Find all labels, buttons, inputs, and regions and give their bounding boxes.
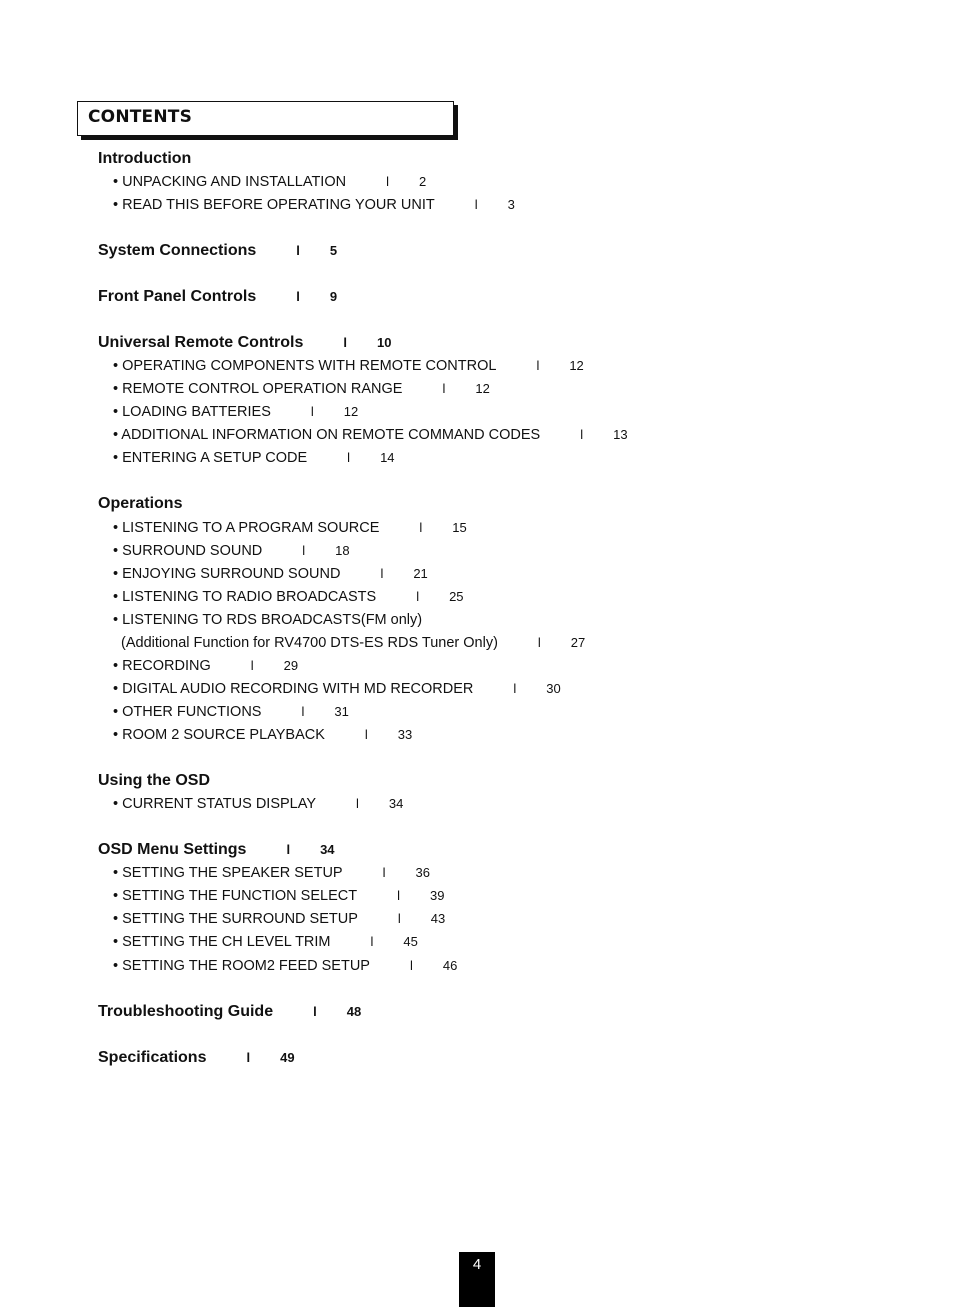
leader-separator: l bbox=[286, 842, 291, 857]
page-number-badge bbox=[459, 1252, 495, 1307]
leader-separator: l bbox=[397, 911, 401, 926]
page-ref: 15 bbox=[452, 520, 467, 535]
toc-item bbox=[113, 612, 422, 628]
leader-separator: l bbox=[419, 520, 423, 535]
page-ref: 43 bbox=[430, 911, 446, 926]
leader-separator: l bbox=[513, 681, 517, 696]
section-heading bbox=[98, 495, 182, 513]
leader-separator: l bbox=[250, 658, 254, 673]
toc-item bbox=[121, 635, 585, 651]
page-ref: 48 bbox=[346, 1004, 362, 1019]
leader-separator: l bbox=[301, 704, 305, 719]
toc-item-label: • SETTING THE ROOM2 FEED SETUP bbox=[113, 958, 370, 974]
toc-item-label: • SURROUND SOUND bbox=[113, 543, 263, 559]
leader-separator: l bbox=[356, 796, 359, 811]
toc-item bbox=[113, 566, 428, 582]
toc-item-label: • LISTENING TO RDS BROADCASTS(FM only) bbox=[113, 612, 423, 628]
toc-item-label: • ROOM 2 SOURCE PLAYBACK bbox=[113, 727, 325, 743]
leader-separator: l bbox=[442, 381, 446, 396]
leader-separator: l bbox=[386, 174, 389, 189]
section-heading-label: Using the OSD bbox=[98, 772, 211, 789]
leader-separator: l bbox=[364, 727, 368, 742]
leader-separator: l bbox=[382, 865, 386, 880]
toc-item-label: • DIGITAL AUDIO RECORDING WITH MD RECORDER bbox=[113, 681, 474, 697]
toc-item-label: • LISTENING TO A PROGRAM SOURCE bbox=[113, 520, 380, 536]
page-ref: 21 bbox=[413, 566, 428, 581]
page-ref: 46 bbox=[442, 958, 458, 973]
toc-item bbox=[113, 958, 457, 974]
page-ref: 36 bbox=[415, 865, 430, 880]
toc-item bbox=[113, 911, 445, 927]
page-ref: 34 bbox=[320, 842, 335, 857]
leader-separator: l bbox=[370, 934, 374, 949]
page-ref: 33 bbox=[397, 727, 413, 742]
section-heading bbox=[98, 1049, 295, 1067]
leader-separator: l bbox=[580, 427, 584, 442]
toc-item bbox=[113, 381, 490, 397]
toc-item bbox=[113, 197, 515, 213]
toc-item-label: • ADDITIONAL INFORMATION ON REMOTE COMMAND CODES bbox=[113, 427, 541, 443]
toc-item bbox=[113, 543, 350, 559]
contents-title-box bbox=[77, 101, 454, 136]
page-ref: 12 bbox=[475, 381, 490, 396]
page-title: CONTENTS bbox=[88, 107, 193, 127]
leader-separator: l bbox=[536, 358, 540, 373]
toc-item-label: • ENJOYING SURROUND SOUND bbox=[113, 566, 341, 582]
leader-separator: l bbox=[409, 958, 413, 973]
toc-item-label: • UNPACKING AND INSTALLATION bbox=[113, 174, 347, 190]
section-heading-label: Operations bbox=[98, 495, 183, 512]
leader-separator: l bbox=[416, 589, 420, 604]
toc-item bbox=[113, 658, 298, 674]
leader-separator: l bbox=[296, 289, 300, 304]
toc-item bbox=[113, 404, 358, 420]
page-ref: 2 bbox=[418, 174, 427, 189]
toc-item bbox=[113, 174, 426, 190]
toc-item-label: • READ THIS BEFORE OPERATING YOUR UNIT bbox=[113, 197, 435, 213]
page-ref: 31 bbox=[334, 704, 349, 719]
leader-separator: l bbox=[313, 1004, 317, 1019]
section-heading bbox=[98, 334, 391, 352]
leader-separator: l bbox=[246, 1050, 251, 1065]
page-ref: 45 bbox=[403, 934, 418, 949]
toc-item-label: • CURRENT STATUS DISPLAY bbox=[113, 796, 317, 812]
page-ref: 12 bbox=[569, 358, 584, 373]
leader-separator: l bbox=[343, 335, 348, 350]
page-ref: 9 bbox=[329, 289, 338, 304]
toc-item-label: • RECORDING bbox=[113, 658, 211, 674]
leader-separator: l bbox=[537, 635, 541, 650]
page-ref: 30 bbox=[546, 681, 561, 696]
toc-item bbox=[113, 358, 584, 374]
leader-separator: l bbox=[474, 197, 478, 212]
toc-item-label: • OPERATING COMPONENTS WITH REMOTE CONTROL bbox=[113, 358, 497, 374]
section-heading bbox=[98, 841, 335, 859]
toc-item bbox=[113, 796, 403, 812]
toc-item bbox=[113, 934, 418, 950]
toc-item-label: • SETTING THE SPEAKER SETUP bbox=[113, 865, 343, 881]
leader-separator: l bbox=[380, 566, 384, 581]
section-heading-label: Specifications bbox=[98, 1049, 207, 1066]
toc-item bbox=[113, 681, 561, 697]
section-heading-label: System Connections bbox=[98, 242, 257, 259]
section-heading-label: Troubleshooting Guide bbox=[98, 1003, 274, 1020]
page-ref: 49 bbox=[280, 1050, 295, 1065]
page-ref: 13 bbox=[613, 427, 628, 442]
toc-item-label: • REMOTE CONTROL OPERATION RANGE bbox=[113, 381, 403, 397]
page-ref: 25 bbox=[449, 589, 464, 604]
toc-item bbox=[113, 865, 430, 881]
page-number: 4 bbox=[472, 1256, 482, 1273]
toc-item-label: • SETTING THE CH LEVEL TRIM bbox=[113, 934, 331, 950]
toc-item-label: • SETTING THE SURROUND SETUP bbox=[113, 911, 358, 927]
page-ref: 5 bbox=[329, 243, 338, 258]
toc-item bbox=[113, 520, 467, 536]
toc-item bbox=[113, 450, 395, 466]
page-ref: 3 bbox=[507, 197, 515, 212]
toc-item-label: • OTHER FUNCTIONS bbox=[113, 704, 262, 720]
toc-item bbox=[113, 589, 464, 605]
page-ref: 10 bbox=[377, 335, 392, 350]
section-heading bbox=[98, 288, 337, 306]
leader-separator: l bbox=[347, 450, 351, 465]
toc-item bbox=[113, 888, 444, 904]
leader-separator: l bbox=[302, 543, 306, 558]
toc-item-label: • ENTERING A SETUP CODE bbox=[113, 450, 308, 466]
toc-item-label: • LOADING BATTERIES bbox=[113, 404, 271, 420]
section-heading-label: Universal Remote Controls bbox=[98, 334, 304, 351]
section-heading-label: OSD Menu Settings bbox=[98, 841, 247, 858]
toc-item bbox=[113, 427, 628, 443]
leader-separator: l bbox=[310, 404, 314, 419]
section-heading-label: Introduction bbox=[98, 150, 192, 167]
section-heading bbox=[98, 242, 337, 260]
page-ref: 34 bbox=[388, 796, 404, 811]
page-ref: 18 bbox=[335, 543, 350, 558]
section-heading bbox=[98, 150, 191, 168]
page-ref: 39 bbox=[429, 888, 445, 903]
section-heading bbox=[98, 1003, 361, 1021]
toc-item bbox=[113, 727, 412, 743]
page-ref: 14 bbox=[380, 450, 395, 465]
toc-item-label: (Additional Function for RV4700 DTS-ES RDS Tuner Only) bbox=[121, 635, 498, 651]
toc-item-label: • SETTING THE FUNCTION SELECT bbox=[113, 888, 358, 904]
page-ref: 29 bbox=[283, 658, 299, 673]
leader-separator: l bbox=[397, 888, 400, 903]
leader-separator: l bbox=[296, 243, 300, 258]
toc-item-label: • LISTENING TO RADIO BROADCASTS bbox=[113, 589, 377, 605]
toc-item bbox=[113, 704, 349, 720]
page-ref: 12 bbox=[343, 404, 359, 419]
section-heading bbox=[98, 772, 210, 790]
section-heading-label: Front Panel Controls bbox=[98, 288, 257, 305]
page-ref: 27 bbox=[570, 635, 586, 650]
